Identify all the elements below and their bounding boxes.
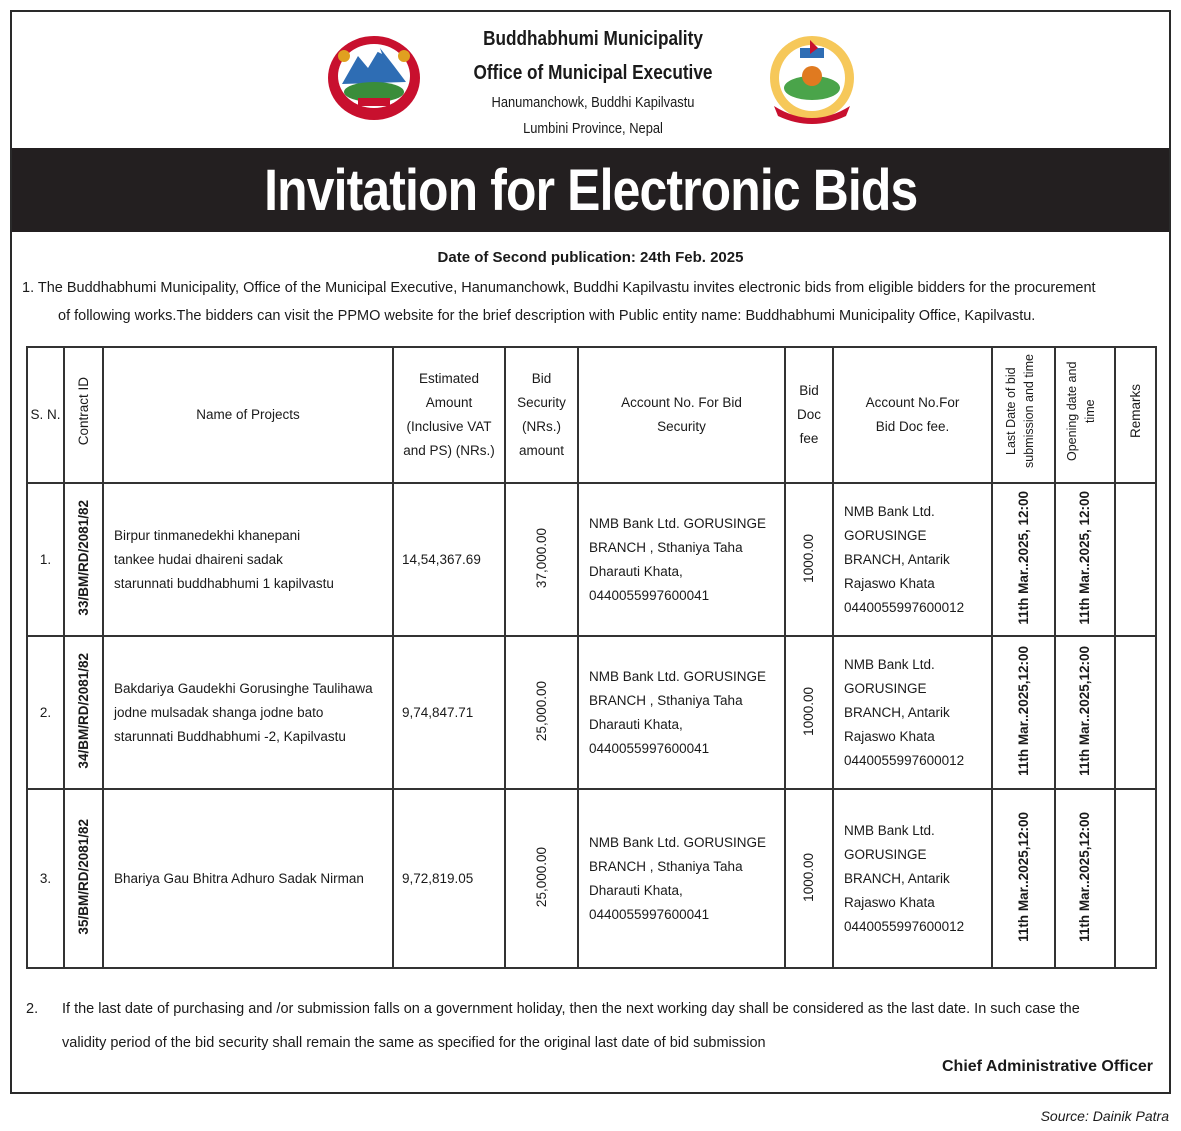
intro-line-2: of following works.The bidders can visit the PPMO website for the brief description with Public entity name: Buddhabhumi Municipality Office, Kapilvastu.	[58, 308, 1036, 324]
cell-opening	[1055, 789, 1115, 968]
cell-doc-fee	[785, 789, 833, 968]
header-account-fee	[833, 347, 992, 483]
notice-frame	[10, 10, 1171, 1094]
cell-sn: 3.	[27, 789, 64, 968]
cell-account-security: NMB Bank Ltd. GORUSINGE BRANCH , Sthaniya Taha Dharauti Khata, 0440055997600041	[578, 789, 785, 968]
signature: Chief Administrative Officer	[941, 1058, 1153, 1075]
header-bid-security	[505, 347, 578, 483]
opening-text: 11th Mar..2025,12:00	[1077, 646, 1092, 776]
cell-remarks	[1115, 483, 1156, 636]
table-header-row	[27, 347, 1156, 483]
cell-doc-fee	[785, 636, 833, 789]
holiday-note-number: 2.	[26, 1001, 39, 1017]
doc-fee-text: 1000.00	[801, 852, 816, 902]
cell-contract-id	[64, 789, 103, 968]
cell-estimated: 14,54,367.69	[393, 483, 505, 636]
cell-project-name: Birpur tinmanedekhi khanepani tankee hudai dhaireni sadak starunnati buddhabhumi 1 kapilvastu	[103, 483, 393, 636]
cell-doc-fee	[785, 483, 833, 636]
header-sn-label: S. N.	[30, 407, 61, 422]
cell-estimated: 9,74,847.71	[393, 636, 505, 789]
cell-account-fee: NMB Bank Ltd. GORUSINGE BRANCH, Antarik Rajaswo Khata 0440055997600012	[833, 483, 992, 636]
header-opening-label: Opening date and time	[1065, 361, 1097, 461]
header-account-security	[578, 347, 785, 483]
header-sn	[27, 347, 64, 483]
bid-security-text: 37,000.00	[533, 527, 549, 589]
header	[12, 12, 1169, 147]
bid-security-text: 25,000.00	[533, 846, 549, 908]
cell-sn: 1.	[27, 483, 64, 636]
header-name	[103, 347, 393, 483]
contract-id-text: 33/BM/RD/2081/82	[75, 500, 91, 616]
publication-date: Date of Second publication: 24th Feb. 2025	[437, 249, 744, 266]
cell-opening	[1055, 483, 1115, 636]
opening-text: 11th Mar..2025, 12:00	[1077, 491, 1092, 625]
cell-account-fee: NMB Bank Ltd. GORUSINGE BRANCH, Antarik Rajaswo Khata 0440055997600012	[833, 636, 992, 789]
doc-fee-text: 1000.00	[801, 533, 816, 583]
opening-text: 11th Mar..2025,12:00	[1077, 812, 1092, 942]
holiday-note	[26, 992, 1161, 1060]
header-doc-fee	[785, 347, 833, 483]
table-row	[27, 483, 1156, 636]
header-doc-fee-label: Bid Doc fee	[796, 383, 821, 446]
last-date-text: 11th Mar..2025,12:00	[1015, 646, 1031, 776]
table-row	[27, 789, 1156, 968]
header-name-label: Name of Projects	[196, 407, 300, 422]
header-contract-id-label: Contract ID	[75, 376, 91, 446]
cell-remarks	[1115, 789, 1156, 968]
header-estimated	[393, 347, 505, 483]
cell-bid-security	[505, 483, 578, 636]
header-text	[432, 22, 754, 142]
intro-line-1: 1. The Buddhabhumi Municipality, Office of the Municipal Executive, Hanumanchowk, Buddhi Kapilvastu invites electronic bids from eligible bidders for the procurement	[22, 280, 1096, 296]
contract-id-text: 35/BM/RD/2081/82	[75, 819, 91, 935]
header-last-date	[992, 347, 1055, 483]
cell-last-date	[992, 636, 1055, 789]
last-date-text: 11th Mar..2025,12:00	[1015, 812, 1031, 942]
address-line: Hanumanchowk, Buddhi Kapilvastu	[491, 94, 695, 111]
page-title: Invitation for Electronic Bids	[263, 157, 918, 223]
bid-security-text: 25,000.00	[533, 680, 549, 742]
cell-bid-security	[505, 789, 578, 968]
header-bid-security-label: Bid Security (NRs.) amount	[517, 371, 566, 458]
cell-remarks	[1115, 636, 1156, 789]
header-account-security-label: Account No. For Bid Security	[621, 395, 742, 434]
source-credit: Source: Dainik Patra	[1040, 1108, 1169, 1124]
header-last-date-label: Last Date of bid submission and time	[1003, 354, 1036, 468]
cell-account-fee: NMB Bank Ltd. GORUSINGE BRANCH, Antarik Rajaswo Khata 0440055997600012	[833, 789, 992, 968]
cell-opening	[1055, 636, 1115, 789]
cell-bid-security	[505, 636, 578, 789]
office-name: Office of Municipal Executive	[473, 62, 713, 84]
cell-account-security: NMB Bank Ltd. GORUSINGE BRANCH , Sthaniya Taha Dharauti Khata, 0440055997600041	[578, 636, 785, 789]
cell-estimated: 9,72,819.05	[393, 789, 505, 968]
cell-last-date	[992, 483, 1055, 636]
holiday-note-line-2: validity period of the bid security shall remain the same as specified for the original last date of bid submission	[62, 1035, 766, 1051]
cell-project-name: Bakdariya Gaudekhi Gorusinghe Taulihawa jodne mulsadak shanga jodne bato starunnati Buddhabhumi -2, Kapilvastu	[103, 636, 393, 789]
last-date-text: 11th Mar..2025, 12:00	[1015, 491, 1031, 625]
doc-fee-text: 1000.00	[801, 686, 816, 736]
table-row	[27, 636, 1156, 789]
header-remarks	[1115, 347, 1156, 483]
cell-contract-id	[64, 636, 103, 789]
header-opening	[1055, 347, 1115, 483]
municipality-name: Buddhabhumi Municipality	[483, 28, 703, 50]
cell-sn: 2.	[27, 636, 64, 789]
cell-last-date	[992, 789, 1055, 968]
header-remarks-label: Remarks	[1127, 383, 1143, 438]
cell-project-name: Bhariya Gau Bhitra Adhuro Sadak Nirman	[103, 789, 393, 968]
cell-account-security: NMB Bank Ltd. GORUSINGE BRANCH , Sthaniya Taha Dharauti Khata, 0440055997600041	[578, 483, 785, 636]
municipality-logo-icon	[764, 32, 860, 130]
province-line: Lumbini Province, Nepal	[523, 120, 663, 137]
holiday-note-line-1: If the last date of purchasing and /or submission falls on a government holiday, then the next working day shall be considered as the last date. In such case the	[62, 1001, 1080, 1017]
bids-table	[26, 346, 1157, 969]
cell-contract-id	[64, 483, 103, 636]
contract-id-text: 34/BM/RD/2081/82	[75, 653, 91, 769]
header-contract-id	[64, 347, 103, 483]
header-account-fee-label: Account No.For Bid Doc fee.	[865, 395, 960, 434]
intro-paragraph	[22, 274, 1162, 330]
header-estimated-label: Estimated Amount (Inclusive VAT and PS) (NRs.)	[403, 371, 495, 458]
title-banner	[12, 148, 1169, 232]
nepal-emblem-icon	[324, 32, 424, 124]
